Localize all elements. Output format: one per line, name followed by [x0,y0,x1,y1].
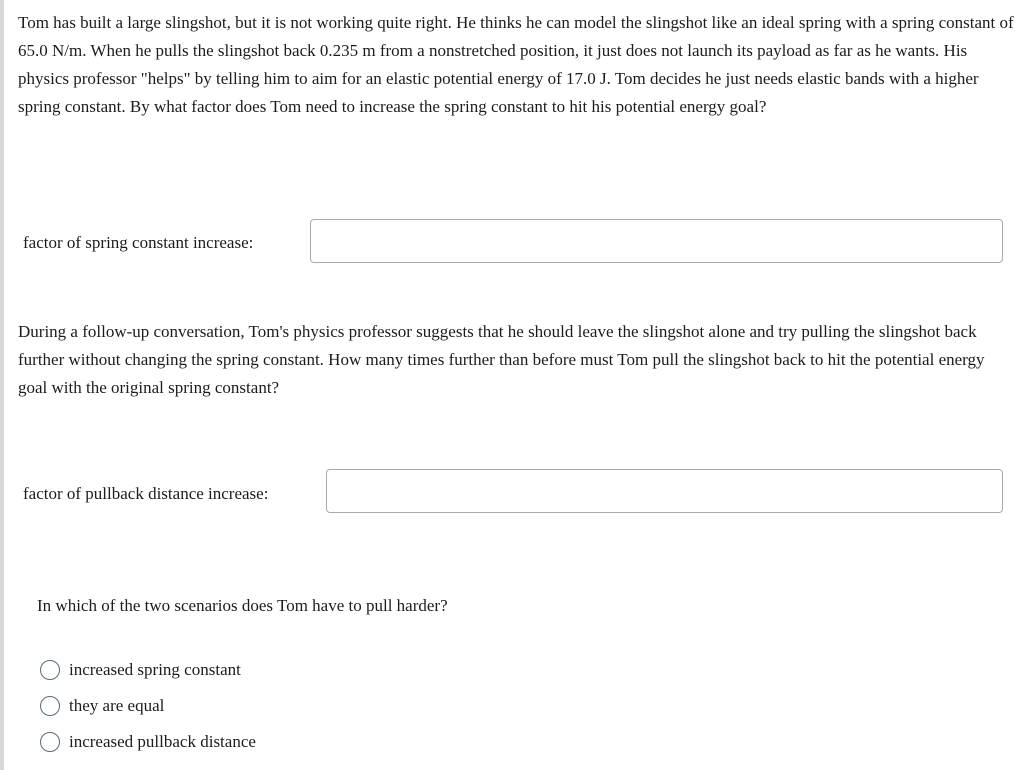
question-2-text: During a follow-up conversation, Tom's physics professor suggests that he should leave the slingshot alone and try pulling the slingshot back further without changing the spring constant. How many times further than before must Tom pull the slingshot back to hit the potential energy goal with the original spring constant? [18,322,985,397]
option-label: they are equal [69,696,165,715]
option-increased-spring-constant[interactable] [40,658,241,682]
spring-constant-factor-label: factor of spring constant increase: [23,233,254,252]
radio-button[interactable] [40,696,60,716]
spring-constant-factor-input[interactable] [310,219,1003,263]
question-1-text: Tom has built a large slingshot, but it is not working quite right. He thinks he can model the slingshot like an ideal spring with a spring constant of 65.0 N/m. When he pulls the slingshot back 0.235 m from a nonstretched position, it just does not launch its payload as far as he wants. His physics professor "helps" by telling him to aim for an elastic potential energy of 17.0 J. Tom decides he just needs elastic bands with a higher spring constant. By what factor does Tom need to increase the spring constant to hit his potential energy goal? [18,13,1014,116]
option-label: increased pullback distance [69,732,256,751]
option-label: increased spring constant [69,660,241,679]
question-3-text: In which of the two scenarios does Tom have to pull harder? [37,596,448,615]
option-they-are-equal[interactable] [40,694,164,718]
radio-button[interactable] [40,660,60,680]
pullback-factor-input[interactable] [326,469,1003,513]
pullback-factor-label: factor of pullback distance increase: [23,484,269,503]
radio-button[interactable] [40,732,60,752]
left-border [0,0,4,770]
option-increased-pullback-distance[interactable] [40,730,256,754]
